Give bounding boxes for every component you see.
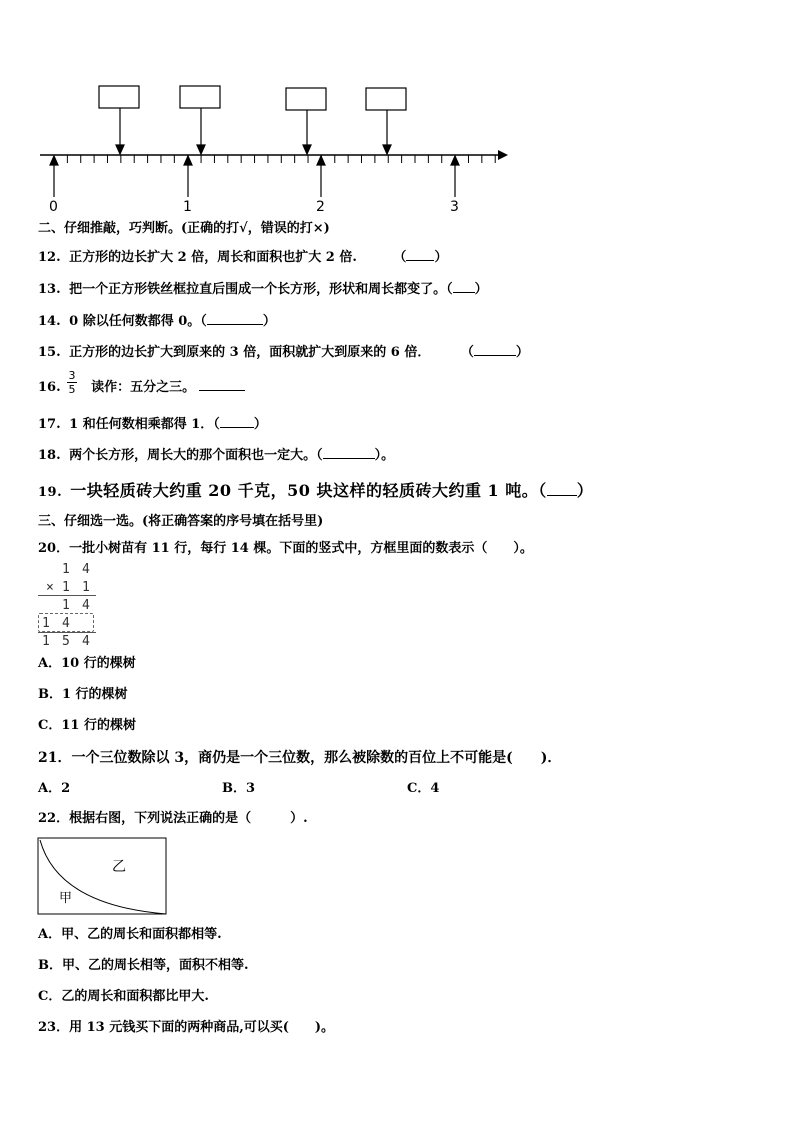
question-number: 16. [38, 380, 61, 395]
vertical-rule-1 [38, 595, 96, 596]
question-text: 两个长方形，周长大的那个面积也一定大。（ [69, 448, 323, 463]
region-label-yi: 乙 [112, 859, 126, 875]
vertical-multiplication: 1 4 × 1 1 1 4 1 4 1 5 4 [42, 562, 90, 649]
question-17: 17. 1 和任何数相乘都得 1．（ ） [38, 417, 267, 432]
question-22: 22．根据右图，下列说法正确的是（ ）. [38, 811, 308, 826]
answer-blank[interactable] [323, 446, 375, 459]
question-14: 14. 0 除以任何数都得 0。（ ） [38, 314, 276, 329]
question-number: 18. [38, 448, 61, 463]
axis-label-1: 1 [183, 199, 192, 215]
vertical-rule-2 [38, 632, 96, 633]
question-number: 17. [38, 417, 61, 432]
question-number: 19. [38, 485, 63, 500]
answer-blank[interactable] [453, 280, 475, 293]
highlighted-partial-product [38, 613, 94, 632]
question-text: 一块轻质砖大约重 20 千克，50 块这样的轻质砖大约重 1 吨。（ [70, 481, 547, 500]
axis-label-3: 3 [450, 199, 459, 215]
question-number: 12. [38, 250, 61, 265]
question-20: 20．一批小树苗有 11 行，每行 14 棵。下面的竖式中，方框里面的数表示（ ）。 [38, 541, 533, 556]
option-21-b[interactable]: B．3 [222, 781, 256, 796]
section-2-heading: 二、仔细推敲，巧判断。(正确的打√，错误的打×) [38, 221, 330, 236]
region-label-jia: 甲 [59, 891, 73, 906]
answer-blank[interactable] [220, 415, 254, 428]
option-20-a[interactable]: A．10 行的棵树 [38, 656, 136, 671]
option-21-a[interactable]: A．2 [38, 781, 71, 796]
axis-label-0: 0 [49, 199, 58, 215]
axis-arrow [498, 150, 508, 160]
answer-blank[interactable] [207, 312, 263, 325]
number-line-figure [0, 0, 794, 230]
question-number: 13. [38, 282, 61, 297]
option-20-c[interactable]: C．11 行的棵树 [38, 718, 136, 733]
question-text: 1 和任何数相乘都得 1．（ [69, 417, 220, 432]
question-21: 21．一个三位数除以 3，商仍是一个三位数，那么被除数的百位上不可能是( )． [38, 750, 562, 766]
question-18: 18. 两个长方形，周长大的那个面积也一定大。（ ）。 [38, 448, 395, 463]
answer-box-3[interactable] [286, 88, 326, 110]
question-text: 正方形的边长扩大 2 倍，周长和面积也扩大 2 倍. [69, 250, 357, 265]
answer-box-4[interactable] [366, 88, 406, 110]
option-22-b[interactable]: B．甲、乙的周长相等，面积不相等. [38, 958, 249, 973]
section-3-heading: 三、仔细选一选。(将正确答案的序号填在括号里) [38, 514, 324, 529]
fraction-three-fifths: 3 5 [68, 369, 76, 396]
question-text: 0 除以任何数都得 0。（ [69, 314, 207, 329]
question-15: 15. 正方形的边长扩大到原来的 3 倍，面积就扩大到原来的 6 倍． （ ） [38, 345, 529, 360]
option-22-a[interactable]: A．甲、乙的周长和面积都相等. [38, 927, 222, 942]
question-text: 读作：五分之三。 [91, 380, 196, 395]
option-21-c[interactable]: C．4 [407, 781, 440, 796]
question-23: 23．用 13 元钱买下面的两种商品,可以买( )。 [38, 1020, 335, 1035]
question-text: 把一个正方形铁丝框拉直后围成一个长方形，形状和周长都变了。（ [69, 282, 453, 297]
answer-box-1[interactable] [99, 86, 139, 108]
question-13: 13. 把一个正方形铁丝框拉直后围成一个长方形，形状和周长都变了。（ ） [38, 282, 488, 297]
option-22-c[interactable]: C．乙的周长和面积都比甲大. [38, 989, 209, 1004]
question-number: 15. [38, 345, 61, 360]
answer-blank[interactable] [474, 343, 516, 356]
answer-box-2[interactable] [180, 86, 220, 108]
answer-blank[interactable] [406, 248, 434, 261]
question-number: 14. [38, 314, 61, 329]
question-text: 正方形的边长扩大到原来的 3 倍，面积就扩大到原来的 6 倍． [69, 345, 431, 360]
axis-label-2: 2 [316, 199, 325, 215]
answer-blank[interactable] [199, 378, 245, 391]
question-19: 19. 一块轻质砖大约重 20 千克，50 块这样的轻质砖大约重 1 吨。（ ） [38, 481, 594, 500]
option-20-b[interactable]: B．1 行的棵树 [38, 687, 128, 702]
question-12: 12. 正方形的边长扩大 2 倍，周长和面积也扩大 2 倍. （ ） [38, 250, 448, 265]
answer-blank[interactable] [547, 483, 577, 496]
